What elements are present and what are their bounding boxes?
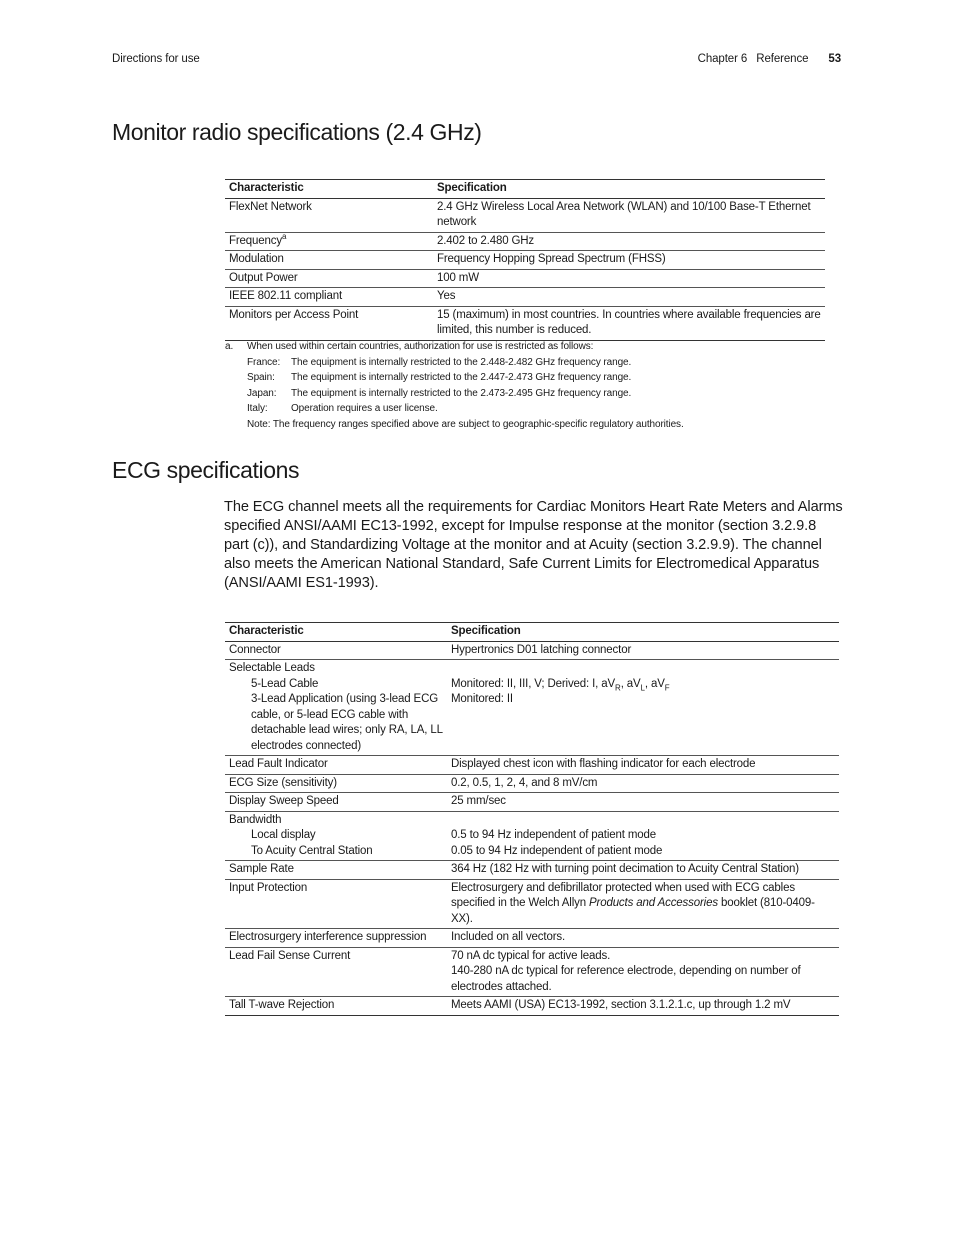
- cell-characteristic: ECG Size (sensitivity): [225, 774, 447, 793]
- cell-characteristic: [225, 811, 447, 861]
- bandwidth-label: Bandwidth: [229, 813, 282, 826]
- cell-specification: [447, 811, 839, 861]
- footnote-mark: a.: [225, 341, 234, 352]
- input-protection-text-end: booklet (810-0409-XX).: [451, 897, 815, 925]
- country-name: Italy:: [247, 403, 268, 414]
- subscript-l: L: [640, 682, 645, 692]
- cell-specification: Included on all vectors.: [447, 929, 839, 948]
- cell-characteristic: Lead Fail Sense Current: [225, 947, 447, 997]
- lead-fail-active: 70 nA dc typical for active leads.: [451, 949, 611, 962]
- chapter-label: Chapter 6: [697, 53, 748, 65]
- radio-spec-table: [225, 179, 825, 341]
- column-header-characteristic: Characteristic: [225, 623, 447, 642]
- cell-characteristic: [225, 660, 447, 756]
- country-restriction: The equipment is internally restricted to the 2.473-2.495 GHz frequency range.: [291, 387, 632, 399]
- central-station-spec: 0.05 to 94 Hz independent of patient mode: [451, 844, 663, 857]
- table-row: [225, 232, 825, 251]
- central-station-label: To Acuity Central Station: [251, 844, 373, 857]
- country-restriction: The equipment is internally restricted to the 2.447-2.473 GHz frequency range.: [291, 372, 632, 383]
- subscript-r: R: [615, 682, 621, 692]
- section-label: Reference: [756, 53, 809, 65]
- three-lead-spec: Monitored: II: [451, 693, 513, 705]
- cell-specification: [447, 879, 839, 929]
- cell-specification: 2.402 to 2.480 GHz: [433, 232, 825, 251]
- ecg-heading: ECG specifications: [112, 457, 300, 483]
- cell-specification: 25 mm/sec: [447, 793, 839, 812]
- footnote-country-row: [225, 355, 684, 371]
- table-header-row: [225, 180, 825, 199]
- running-header-right: [698, 53, 841, 65]
- cell-characteristic: Display Sweep Speed: [225, 793, 447, 812]
- table-row: [225, 251, 825, 270]
- country-name: France:: [247, 356, 281, 368]
- column-header-characteristic: Characteristic: [225, 180, 433, 199]
- table-row: [225, 793, 839, 812]
- lead-fail-reference: 140-280 nA dc typical for reference electrode, depending on number of electrodes attached.: [451, 965, 801, 993]
- separator: , aV: [620, 677, 641, 690]
- five-lead-label: 5-Lead Cable: [251, 677, 319, 690]
- table-row: [225, 198, 825, 232]
- table-row: [225, 288, 825, 307]
- radio-footnote: [225, 339, 684, 432]
- country-restriction: Operation requires a user license.: [291, 403, 438, 414]
- page-number: 53: [828, 53, 841, 65]
- cell-specification: Yes: [433, 288, 825, 307]
- cell-characteristic: Connector: [225, 641, 447, 660]
- table-row: [225, 947, 839, 997]
- table-row: [225, 997, 839, 1016]
- five-lead-spec: [451, 677, 835, 693]
- selectable-leads-label: Selectable Leads: [229, 662, 315, 674]
- cell-specification: [447, 660, 839, 756]
- cell-specification: 0.2, 0.5, 1, 2, 4, and 8 mV/cm: [447, 774, 839, 793]
- cell-specification: 15 (maximum) in most countries. In countries where available frequencies are limited, this number is reduced.: [433, 306, 825, 340]
- footnote-marker: a: [281, 231, 287, 241]
- cell-specification: [447, 947, 839, 997]
- table-row: [225, 929, 839, 948]
- table-row: [225, 811, 839, 861]
- country-restriction: The equipment is internally restricted to the 2.448-2.482 GHz frequency range.: [291, 356, 632, 368]
- separator: , aV: [644, 677, 665, 690]
- column-header-specification: Specification: [447, 623, 839, 642]
- country-name: Spain:: [247, 372, 275, 383]
- footnote-intro: When used within certain countries, authorization for use is restricted as follows:: [247, 341, 594, 352]
- cell-characteristic: Monitors per Access Point: [225, 306, 433, 340]
- footnote-country-row: [225, 370, 684, 386]
- cell-characteristic: FlexNet Network: [225, 198, 433, 232]
- five-lead-spec-text: Monitored: II, III, V; Derived: I, aV: [451, 677, 616, 690]
- cell-characteristic: [225, 232, 433, 251]
- footnote-country-row: [225, 386, 684, 402]
- cell-specification: 2.4 GHz Wireless Local Area Network (WLAN) and 10/100 Base-T Ethernet network: [433, 198, 825, 232]
- table-row: [225, 861, 839, 880]
- cell-specification: Frequency Hopping Spread Spectrum (FHSS): [433, 251, 825, 270]
- table-row: [225, 879, 839, 929]
- cell-specification: Meets AAMI (USA) EC13-1992, section 3.1.2.1.c, up through 1.2 mV: [447, 997, 839, 1016]
- column-header-specification: Specification: [433, 180, 825, 199]
- cell-specification: 364 Hz (182 Hz with turning point decimation to Acuity Central Station): [447, 861, 839, 880]
- cell-characteristic: Modulation: [225, 251, 433, 270]
- frequency-label: Frequency: [229, 234, 282, 247]
- cell-characteristic: Tall T-wave Rejection: [225, 997, 447, 1016]
- cell-specification: Displayed chest icon with flashing indicator for each electrode: [447, 756, 839, 775]
- table-row: [225, 660, 839, 756]
- cell-characteristic: Sample Rate: [225, 861, 447, 880]
- table-row: [225, 306, 825, 340]
- footnote-country-row: [225, 401, 684, 417]
- cell-specification: Hypertronics D01 latching connector: [447, 641, 839, 660]
- footnote-note: Note: The frequency ranges specified above are subject to geographic-specific regulatory authorities.: [247, 418, 684, 430]
- cell-characteristic: Input Protection: [225, 879, 447, 929]
- cell-characteristic: Lead Fault Indicator: [225, 756, 447, 775]
- table-row: [225, 269, 825, 288]
- radio-heading: Monitor radio specifications (2.4 GHz): [112, 119, 482, 145]
- ecg-intro-paragraph: The ECG channel meets all the requirements for Cardiac Monitors Heart Rate Meters and Alarms specified ANSI/AAMI EC13-1992, except for Impulse response at the monitor (section 3.2.9.8 part (c)), and Standardizing Voltage at the monitor and at Acuity (section 3.2.9.9). The channel also meets the American National Standard, Safe Current Limits for Electromedical Apparatus (ANSI/AAMI ES1-1993).: [224, 499, 843, 591]
- ecg-spec-table: [225, 622, 839, 1016]
- table-row: [225, 774, 839, 793]
- cell-characteristic: IEEE 802.11 compliant: [225, 288, 433, 307]
- running-header-left: Directions for use: [112, 53, 200, 65]
- cell-characteristic: Electrosurgery interference suppression: [225, 929, 447, 948]
- table-row: [225, 641, 839, 660]
- local-display-label: Local display: [251, 829, 316, 841]
- booklet-title: Products and Accessories: [589, 897, 718, 909]
- cell-specification: 100 mW: [433, 269, 825, 288]
- local-display-spec: 0.5 to 94 Hz independent of patient mode: [451, 829, 656, 841]
- table-row: [225, 756, 839, 775]
- input-protection-text: Electrosurgery and defibrillator protected when used with ECG cables specified in the Welch Allyn: [451, 881, 795, 909]
- table-header-row: [225, 623, 839, 642]
- cell-characteristic: Output Power: [225, 269, 433, 288]
- three-lead-label: 3-Lead Application (using 3-lead ECG cable, or 5-lead ECG cable with detachable lead wires; only RA, LA, LL electrodes connected): [251, 693, 443, 752]
- subscript-f: F: [664, 682, 670, 692]
- country-name: Japan:: [247, 387, 277, 399]
